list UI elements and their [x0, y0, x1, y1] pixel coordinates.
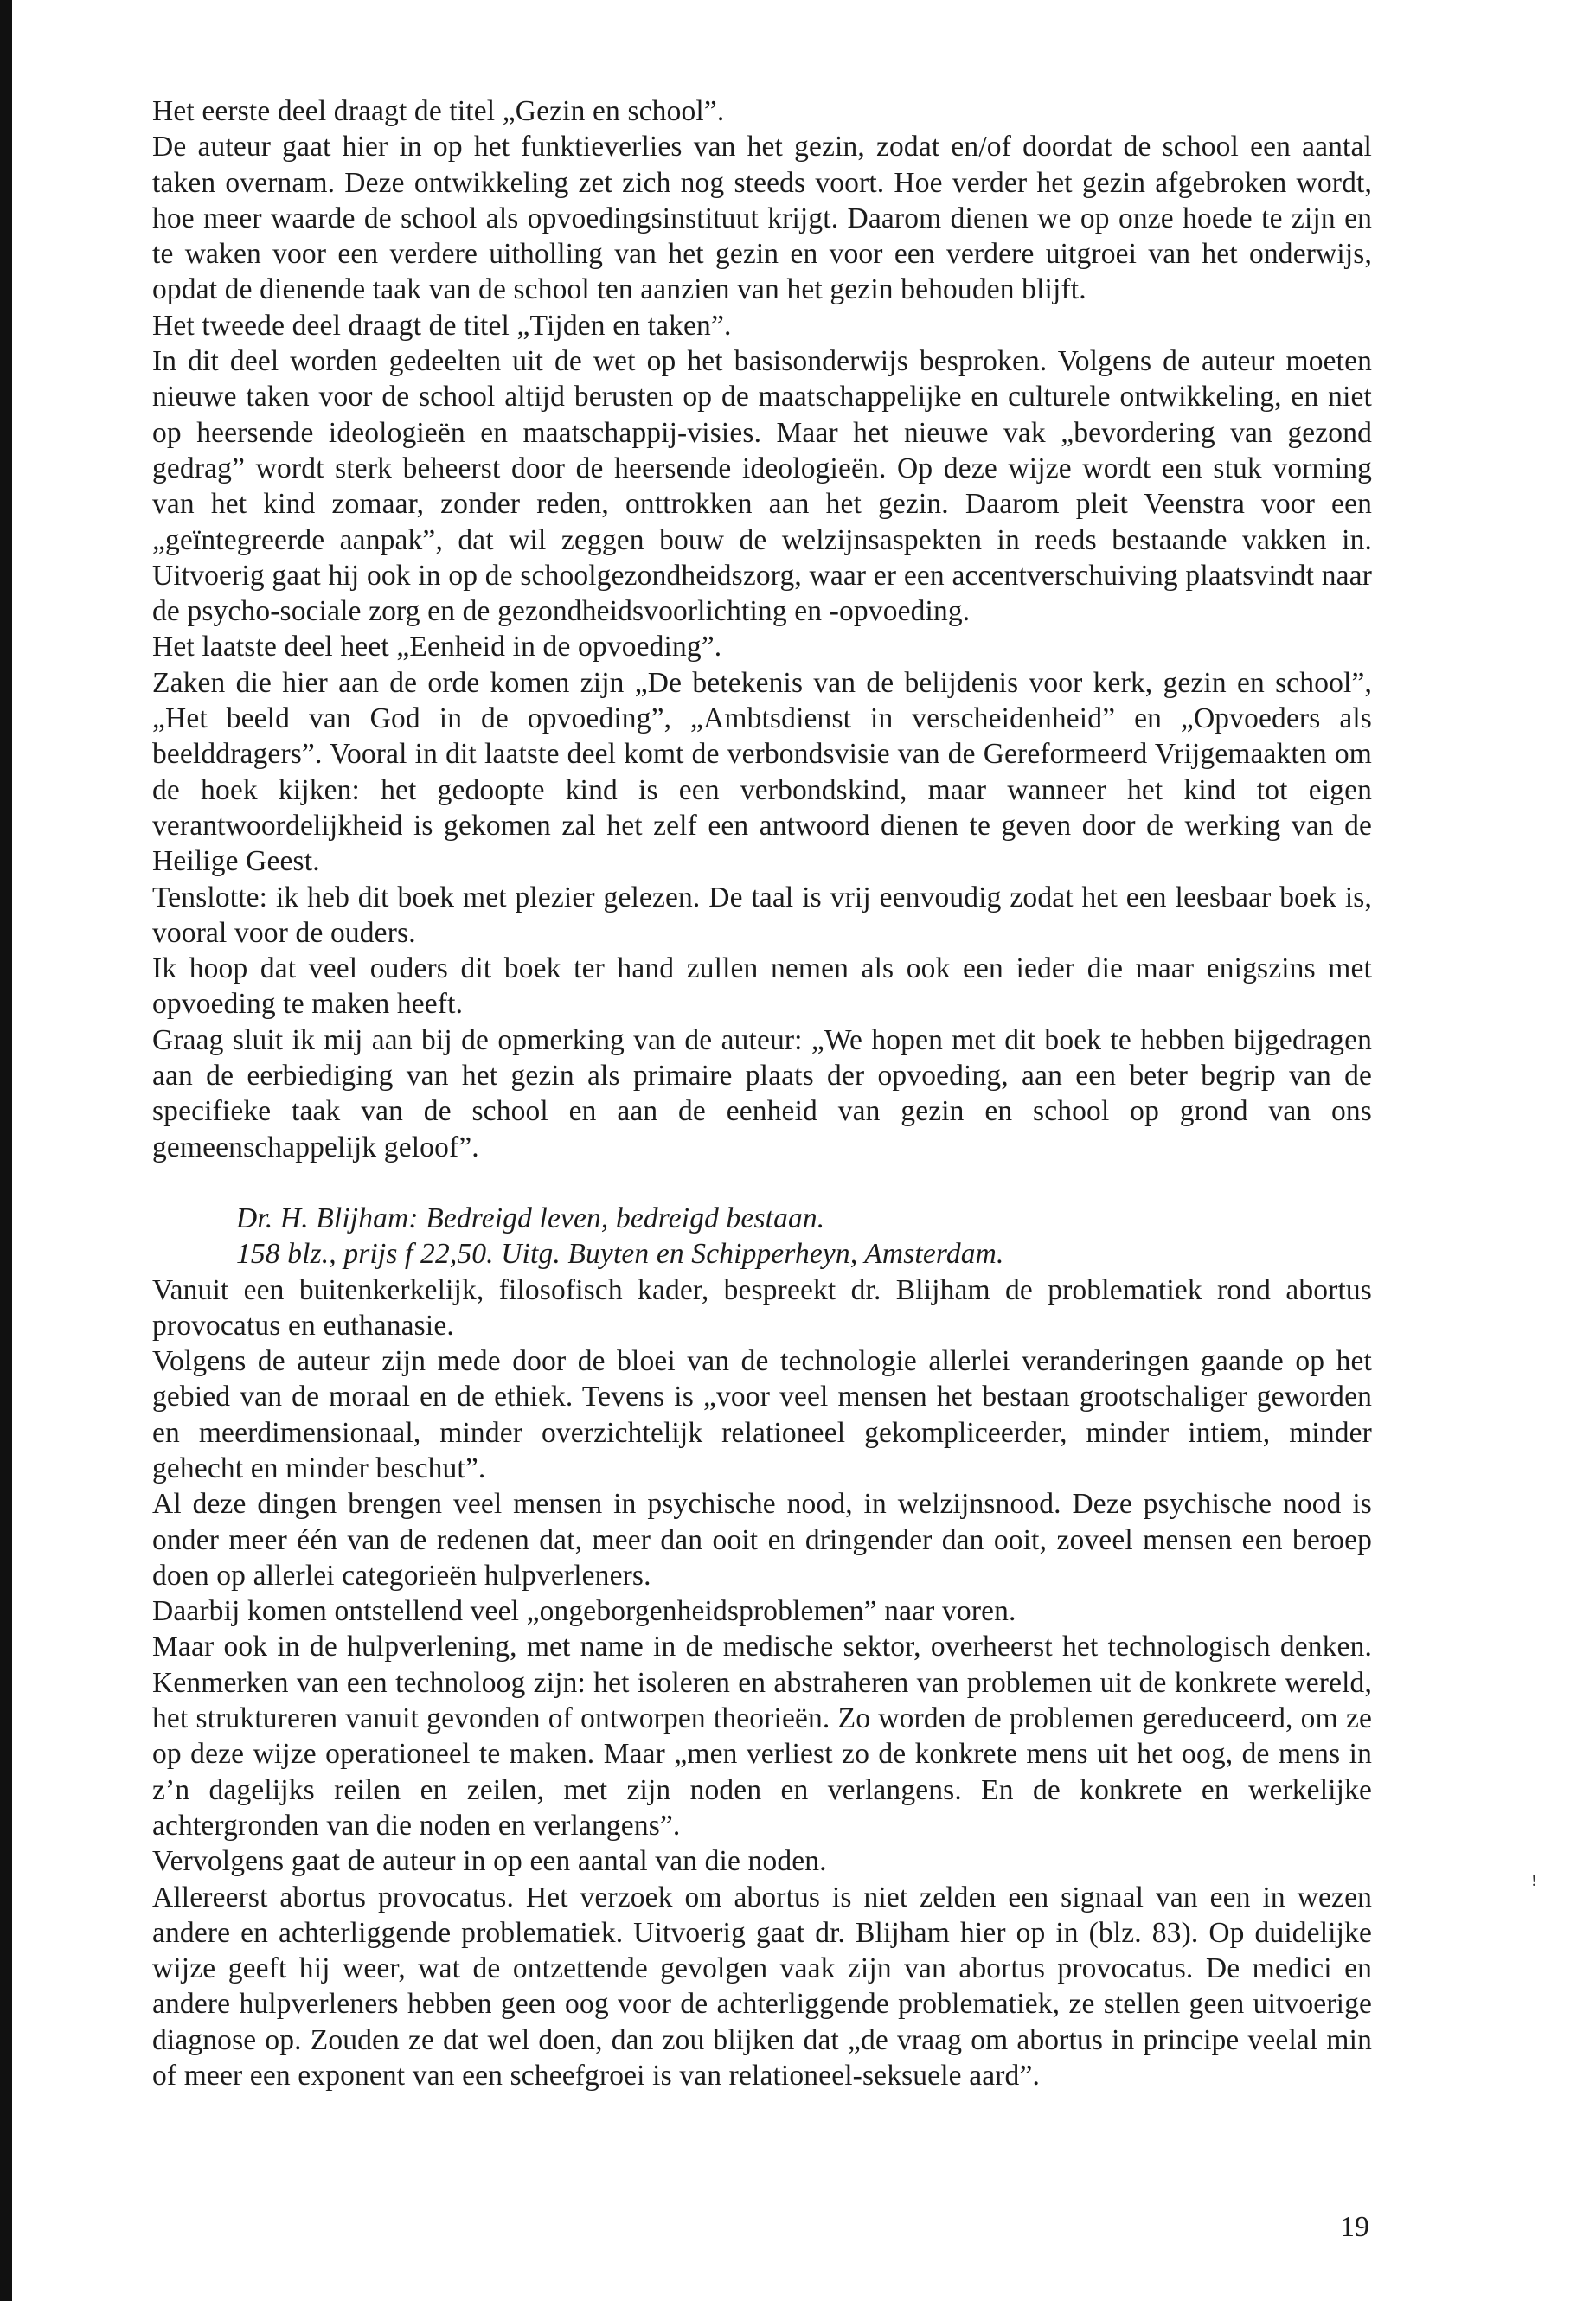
paragraph: Daarbij komen ontstellend veel „ongeborgenheidsproblemen” naar voren.: [152, 1595, 1016, 1628]
page-body: [152, 93, 1372, 2093]
book-citation: [152, 1201, 1372, 1272]
citation-line-1: Dr. H. Blijham: Bedreigd leven, bedreigd bestaan.: [236, 1202, 825, 1234]
paragraph: Volgens de auteur zijn mede door de bloei van de technologie allerlei veranderingen gaande op het gebied van de moraal en de ethiek. Tevens is „voor veel mensen het bestaan grootschaliger geworden en meerdimensionaal, minder overzichtelijk relationeel gekompliceerder, minder intiem, minder gehecht en minder beschut”.: [152, 1345, 1372, 1484]
paragraph: Ik hoop dat veel ouders dit boek ter hand zullen nemen als ook een ieder die maar enigszins met opvoeding te maken heeft.: [152, 952, 1372, 1021]
page-number: 19: [1340, 2211, 1369, 2243]
margin-mark: !: [1531, 1871, 1537, 1890]
paragraph: Zaken die hier aan de orde komen zijn „De betekenis van de belijdenis voor kerk, gezin en school”, „Het beeld van God in de opvoeding”, „Ambtsdienst in verscheidenheid” en „Opvoeders als beelddragers”. Vooral in dit laatste deel komt de verbondsvisie van de Gereformeerd Vrijgemaakten om de hoek kijken: het gedoopte kind is een verbondskind, maar wanneer het kind tot eigen verantwoordelijkheid is gekomen zal het zelf een antwoord dienen te geven door de werking van de Heilige Geest.: [152, 666, 1372, 878]
paragraph: Vervolgens gaat de auteur in op een aantal van die noden.: [152, 1845, 827, 1878]
paragraph: Al deze dingen brengen veel mensen in psychische nood, in welzijnsnood. Deze psychische nood is onder meer één van de redenen dat, meer dan ooit en dringender dan ooit, zoveel mensen een beroep doen op allerlei categorieën hulpverleners.: [152, 1488, 1372, 1592]
paragraph: Vanuit een buitenkerkelijk, filosofisch kader, bespreekt dr. Blijham de problematiek rond abortus provocatus en euthanasie.: [152, 1273, 1372, 1342]
paragraph: Het eerste deel draagt de titel „Gezin en school”.: [152, 95, 725, 127]
paragraph: Allereerst abortus provocatus. Het verzoek om abortus is niet zelden een signaal van een in wezen andere en achterliggende problematiek. Uitvoerig gaat dr. Blijham hier op in (blz. 83). Op duidelijke wijze geeft hij weer, wat de ontzettende gevolgen vaak zijn van abortus provocatus. De medici en andere hulpverleners hebben geen oog voor de achterliggende problematiek, ze stellen geen uitvoerige diagnose op. Zouden ze dat wel doen, dan zou blijken dat „de vraag om abortus in principe veelal min of meer een exponent van een scheefgroei is van relationeel-seksuele aard”.: [152, 1881, 1372, 2093]
citation-line-2: 158 blz., prijs f 22,50. Uitg. Buyten en Schipperheyn, Amsterdam.: [236, 1238, 1004, 1271]
paragraph: Tenslotte: ik heb dit boek met plezier gelezen. De taal is vrij eenvoudig zodat het een leesbaar boek is, vooral voor de ouders.: [152, 881, 1372, 949]
binding-edge: [0, 0, 12, 2301]
paragraph: In dit deel worden gedeelten uit de wet op het basisonderwijs besproken. Volgens de auteur moeten nieuwe taken voor de school altijd berusten op de maatschappelijke en culturele ontwikkeling, en niet op heersende ideologieën en maatschappij-visies. Maar het nieuwe vak „bevordering van gezond gedrag” wordt sterk beheerst door de heersende ideologieën. Op deze wijze wordt een stuk vorming van het kind zomaar, zonder reden, onttrokken aan het gezin. Daarom pleit Veenstra voor een „geïntegreerde aanpak”, dat wil zeggen bouw de welzijnsaspekten in reeds bestaande vakken in. Uitvoerig gaat hij ook in op de schoolgezondheidszorg, waar er een accentverschuiving plaatsvindt naar de psycho-sociale zorg en de gezondheidsvoorlichting en -opvoeding.: [152, 345, 1372, 628]
paragraph: Graag sluit ik mij aan bij de opmerking van de auteur: „We hopen met dit boek te hebben bijgedragen aan de eerbiediging van het gezin als primaire plaats der opvoeding, aan een beter begrip van de specifieke taak van de school en aan de eenheid van gezin en school op grond van ons gemeenschappelijk geloof”.: [152, 1023, 1372, 1163]
paragraph: Het tweede deel draagt de titel „Tijden en taken”.: [152, 309, 732, 342]
paragraph: Het laatste deel heet „Eenheid in de opvoeding”.: [152, 631, 722, 663]
paragraph: Maar ook in de hulpverlening, met name in de medische sektor, overheerst het technologisch denken. Kenmerken van een technoloog zijn: het isoleren en abstraheren van problemen uit de konkrete wereld, het struktureren vanuit gevonden of ontworpen theorieën. Zo worden de problemen gereduceerd, om ze op deze wijze operationeel te maken. Maar „men verliest zo de konkrete mens uit het oog, de mens in z’n dagelijks reilen en zeilen, met zijn noden en verlangens. En de konkrete en werkelijke achtergronden van die noden en verlangens”.: [152, 1631, 1372, 1842]
paragraph: De auteur gaat hier in op het funktieverlies van het gezin, zodat en/of doordat de school een aantal taken overnam. Deze ontwikkeling zet zich nog steeds voort. Hoe verder het gezin afgebroken wordt, hoe meer waarde de school als opvoedingsinstituut krijgt. Daarom dienen we op onze hoede te zijn en te waken voor een verdere uitholling van het gezin en voor een verdere uitgroei van het onderwijs, opdat de dienende taak van de school ten aanzien van het gezin behouden blijft.: [152, 131, 1372, 306]
